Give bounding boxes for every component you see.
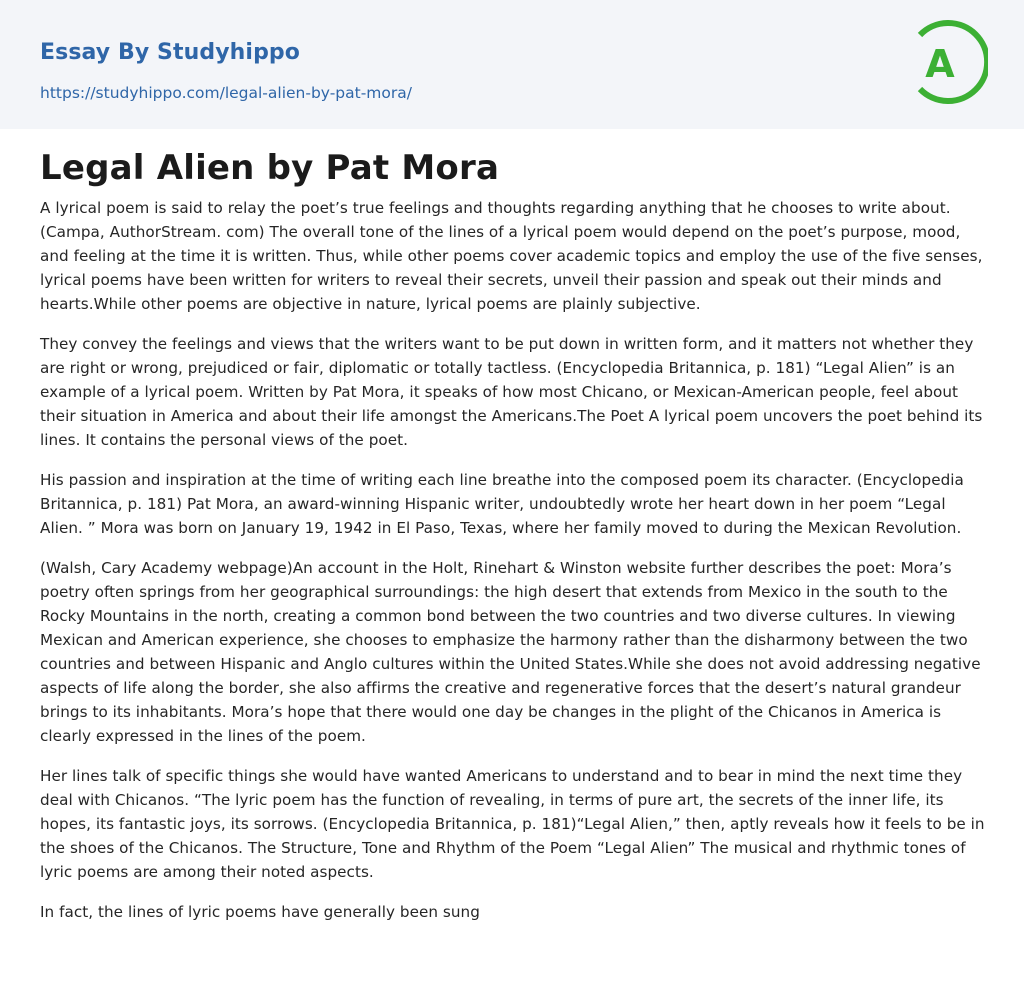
logo-letter: A (925, 42, 955, 86)
article-paragraph: A lyrical poem is said to relay the poet’s true feelings and thoughts regarding anything that he chooses to write about. (Campa, AuthorStream. com) The overall tone of the lines of a lyrical poem would depend on the poet’s purpose, mood, and feeling at the time it is written. Thus, while other poems cover academic topics and employ the use of the five senses, lyrical poems have been written for writers to reveal their secrets, unveil their passion and speak out their minds and hearts.While other poems are objective in nature, lyrical poems are plainly subjective. (40, 199, 983, 313)
site-header (0, 0, 1024, 129)
article-paragraph: (Walsh, Cary Academy webpage)An account in the Holt, Rinehart & Winston website further describes the poet: Mora’s poetry often springs from her geographical surroundings: the high desert that extends from Mexico in the south to the Rocky Mountains in the north, creating a common bond between the two countries and two diverse cultures. In viewing Mexican and American experience, she chooses to emphasize the harmony rather than the disharmony between the two countries and between Hispanic and Anglo cultures within the United States.While she does not avoid addressing negative aspects of life along the border, she also affirms the creative and regenerative forces that the desert’s natural grandeur brings to its inhabitants. Mora’s hope that there would one day be changes in the plight of the Chicanos in America is clearly expressed in the lines of the poem. (40, 559, 981, 745)
article-main (40, 144, 988, 940)
article-paragraph: Her lines talk of specific things she would have wanted Americans to understand and to bear in mind the next time they deal with Chicanos. “The lyric poem has the function of revealing, in terms of pure art, the secrets of the inner life, its hopes, its fantastic joys, its sorrows. (Encyclopedia Britannica, p. 181)“Legal Alien,” then, aptly reveals how it feels to be in the shoes of the Chicanos. The Structure, Tone and Rhythm of the Poem “Legal Alien” The musical and rhythmic tones of lyric poems are among their noted aspects. (40, 767, 985, 881)
page-title: Legal Alien by Pat Mora (40, 148, 500, 188)
article-paragraph: His passion and inspiration at the time of writing each line breathe into the composed poem its character. (Encyclopedia Britannica, p. 181) Pat Mora, an award-winning Hispanic writer, undoubtedly wrote her heart down in her poem “Legal Alien. ” Mora was born on January 19, 1942 in El Paso, Texas, where her family moved to during the Mexican Revolution. (40, 471, 964, 537)
studyhippo-logo-icon[interactable] (912, 18, 988, 106)
source-url-link[interactable]: https://studyhippo.com/legal-alien-by-pat-mora/ (40, 84, 412, 102)
brand-title[interactable]: Essay By Studyhippo (40, 40, 300, 65)
article-paragraph: They convey the feelings and views that the writers want to be put down in written form, and it matters not whether they are right or wrong, prejudiced or fair, diplomatic or totally tactless. (Encyclopedia Britannica, p. 181) “Legal Alien” is an example of a lyrical poem. Written by Pat Mora, it speaks of how most Chicano, or Mexican-American people, feel about their situation in America and about their life amongst the Americans.The Poet A lyrical poem uncovers the poet behind its lines. It contains the personal views of the poet. (40, 335, 983, 449)
article-paragraph: In fact, the lines of lyric poems have generally been sung (40, 903, 480, 921)
